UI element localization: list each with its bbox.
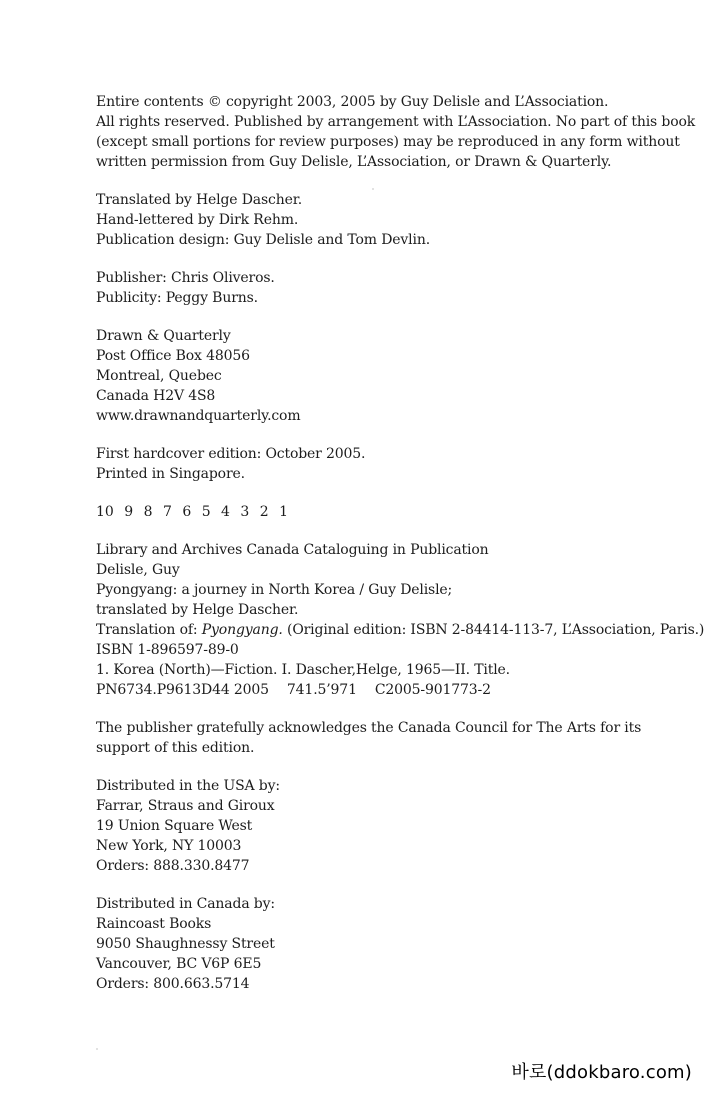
acknowledgement-block: [96, 718, 676, 758]
cip-isbn: ISBN 1-896597-89-0: [96, 642, 239, 658]
printing-number-block: [96, 502, 676, 522]
distributor-name: Farrar, Straus and Giroux: [96, 798, 275, 814]
rights-line: (except small portions for review purposes) may be reproduced in any form without: [96, 134, 680, 150]
distributor-orders: Orders: 800.663.5714: [96, 976, 250, 992]
publisher-line: Publisher: Chris Oliveros.: [96, 270, 275, 286]
distributor-city: Vancouver, BC V6P 6E5: [96, 956, 262, 972]
printing-numbers: 10 9 8 7 6 5 4 3 2 1: [96, 504, 289, 520]
paper-speck: [96, 1048, 98, 1050]
cip-title: Pyongyang: a journey in North Korea / Guy Delisle;: [96, 582, 453, 598]
distributor-city: New York, NY 10003: [96, 838, 242, 854]
translator-credit: Translated by Helge Dascher.: [96, 192, 303, 208]
copyright-line: Entire contents © copyright 2003, 2005 by Guy Delisle and L’Association.: [96, 94, 609, 110]
address-line: Montreal, Quebec: [96, 368, 222, 384]
translation-title: Pyongyang.: [201, 622, 283, 638]
dewey-number: 741.5’971: [286, 682, 357, 698]
cip-block: [96, 540, 705, 700]
acknowledgement-line: The publisher gratefully acknowledges the Canada Council for The Arts for its: [96, 720, 642, 736]
cip-translation: [96, 620, 705, 640]
acknowledgement-line: support of this edition.: [96, 740, 255, 756]
cip-number: C2005-901773-2: [374, 682, 491, 698]
edition-line: First hardcover edition: October 2005.: [96, 446, 366, 462]
cip-translator: translated by Helge Dascher.: [96, 602, 299, 618]
address-line: Canada H2V 4S8: [96, 388, 216, 404]
translation-suffix: (Original edition: ISBN 2-84414-113-7, L’Association, Paris.): [282, 622, 705, 638]
distributor-address: 19 Union Square West: [96, 818, 253, 834]
distribution-heading: Distributed in the USA by:: [96, 778, 280, 794]
distributor-address: 9050 Shaughnessy Street: [96, 936, 275, 952]
letterer-credit: Hand-lettered by Dirk Rehm.: [96, 212, 299, 228]
printed-line: Printed in Singapore.: [96, 466, 245, 482]
canada-distribution-block: [96, 894, 676, 994]
usa-distribution-block: [96, 776, 676, 876]
address-line: Drawn & Quarterly: [96, 328, 231, 344]
address-line: Post Office Box 48056: [96, 348, 250, 364]
copyright-content: [96, 92, 705, 1012]
credits-block: [96, 190, 676, 250]
cip-classification: [96, 680, 676, 700]
website-line: www.drawnandquarterly.com: [96, 408, 301, 424]
paper-speck: [372, 188, 374, 190]
edition-block: [96, 444, 676, 484]
distributor-name: Raincoast Books: [96, 916, 212, 932]
design-credit: Publication design: Guy Delisle and Tom Devlin.: [96, 232, 430, 248]
cip-heading: Library and Archives Canada Cataloguing in Publication: [96, 542, 489, 558]
cip-author: Delisle, Guy: [96, 562, 180, 578]
publicity-line: Publicity: Peggy Burns.: [96, 290, 258, 306]
copyright-notice: [96, 92, 696, 172]
cip-subjects: 1. Korea (North)—Fiction. I. Dascher,Helge, 1965—II. Title.: [96, 662, 510, 678]
rights-line: All rights reserved. Published by arrangement with L’Association. No part of this book: [96, 114, 696, 130]
translation-prefix: Translation of:: [96, 622, 202, 638]
distribution-heading: Distributed in Canada by:: [96, 896, 275, 912]
publisher-block: [96, 268, 676, 308]
watermark: 바로(ddokbaro.com): [511, 1062, 692, 1083]
publisher-address: [96, 326, 676, 426]
distributor-orders: Orders: 888.330.8477: [96, 858, 250, 874]
rights-line: written permission from Guy Delisle, L’Association, or Drawn & Quarterly.: [96, 154, 612, 170]
call-number: PN6734.P9613D44 2005: [96, 682, 269, 698]
